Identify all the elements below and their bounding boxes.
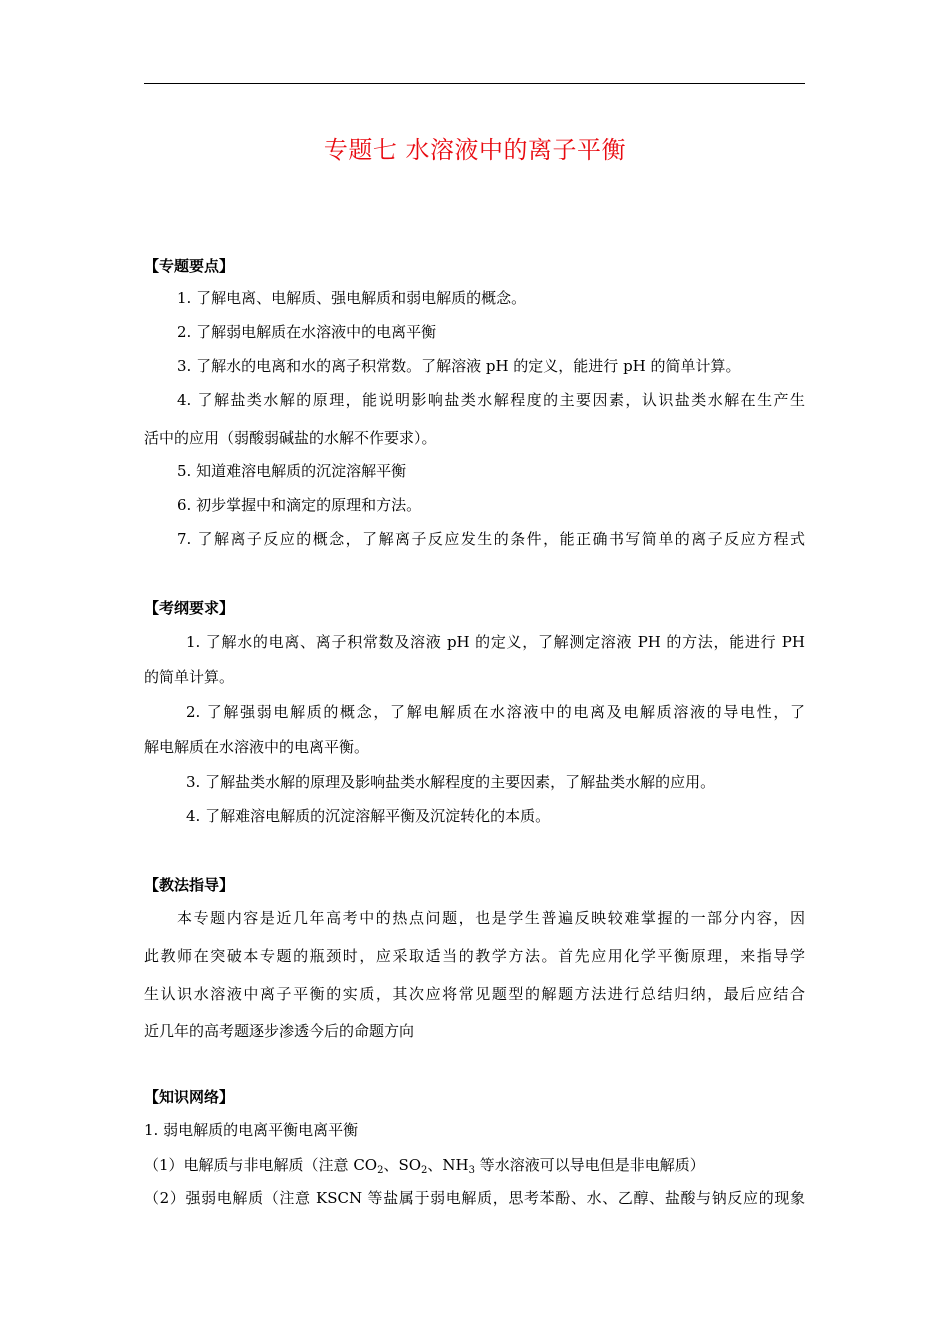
key-point-6: 6. 初步掌握中和滴定的原理和方法。 [177,496,422,514]
syllabus-item-2-continued: 解电解质在水溶液中的电离平衡。 [144,738,370,756]
section-heading-network: 【知识网络】 [144,1088,235,1106]
section-heading-syllabus: 【考纲要求】 [144,599,235,617]
key-point-3: 3. 了解水的电离和水的离子积常数。了解溶液 pH 的定义，能进行 pH 的简单计算。 [177,357,741,375]
syllabus-item-2: 2. 了解强弱电解质的概念，了解电解质在水溶液中的电离及电解质溶液的导电性，了 [186,703,805,721]
teaching-line-2: 此教师在突破本专题的瓶颈时，应采取适当的教学方法。首先应用化学平衡原理，来指导学 [144,947,805,965]
syllabus-item-4: 4. 了解难溶电解质的沉淀溶解平衡及沉淀转化的本质。 [186,807,551,825]
teaching-line-1: 本专题内容是近几年高考中的热点问题，也是学生普遍反映较难掌握的一部分内容，因 [177,909,805,927]
section-heading-key-points: 【专题要点】 [144,257,235,275]
document-title: 专题七 水溶液中的离子平衡 [323,136,627,164]
network-sub-item-1: （1）电解质与非电解质（注意 $CO_2$、$SO_2$、$NH_3$ 等水溶液可以导电但是非电解质） [144,1156,705,1176]
syllabus-item-1-continued: 的简单计算。 [144,668,235,686]
key-point-5: 5. 知道难溶电解质的沉淀溶解平衡 [177,462,407,480]
key-point-2: 2. 了解弱电解质在水溶液中的电离平衡 [177,323,437,341]
teaching-line-4: 近几年的高考题逐步渗透今后的命题方向 [144,1022,415,1040]
syllabus-item-1: 1. 了解水的电离、离子积常数及溶液 pH 的定义，了解测定溶液 PH 的方法，能进行 PH [186,633,805,651]
network-item-1: 1. 弱电解质的电离平衡电离平衡 [144,1121,359,1139]
network-sub-item-2: （2）强弱电解质（注意 KSCN 等盐属于弱电解质，思考苯酚、水、乙醇、盐酸与钠反应的现象 [144,1189,805,1207]
header-rule [144,83,805,84]
key-point-4: 4. 了解盐类水解的原理，能说明影响盐类水解程度的主要因素，认识盐类水解在生产生 [177,391,805,409]
syllabus-item-3: 3. 了解盐类水解的原理及影响盐类水解程度的主要因素，了解盐类水解的应用。 [186,773,716,791]
section-heading-teaching: 【教法指导】 [144,876,235,894]
key-point-4-continued: 活中的应用（弱酸弱碱盐的水解不作要求）。 [144,429,437,447]
teaching-line-3: 生认识水溶液中离子平衡的实质，其次应将常见题型的解题方法进行总结归纳，最后应结合 [144,985,805,1003]
key-point-7: 7. 了解离子反应的概念，了解离子反应发生的条件，能正确书写简单的离子反应方程式 [177,530,805,548]
key-point-1: 1. 了解电离、电解质、强电解质和弱电解质的概念。 [177,289,527,307]
